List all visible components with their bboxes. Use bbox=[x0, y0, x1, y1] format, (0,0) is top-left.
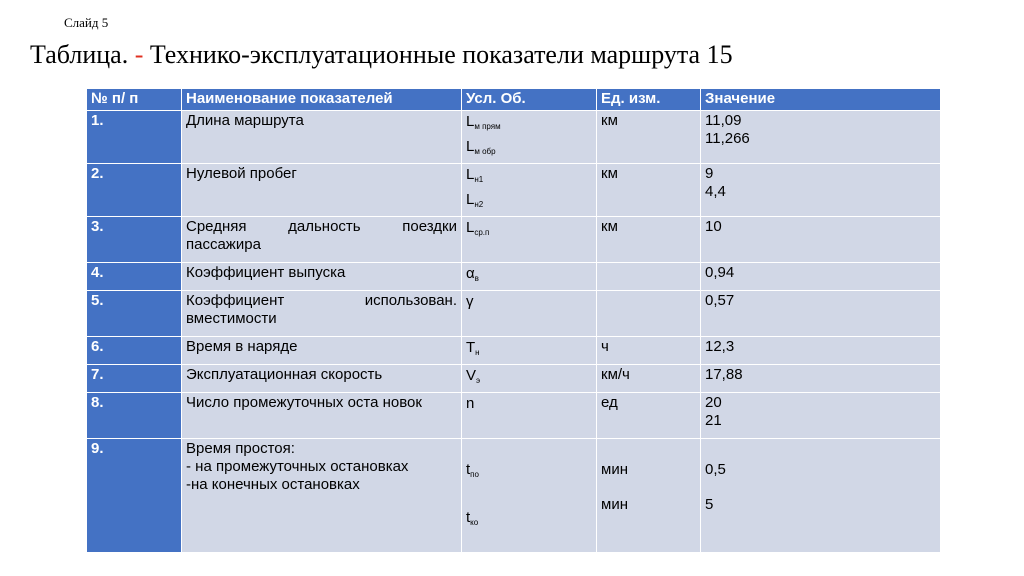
row-name: Коэффициент выпуска bbox=[182, 263, 462, 291]
row-unit: ч bbox=[597, 337, 701, 365]
row-name: Нулевой пробег bbox=[182, 164, 462, 217]
row-unit: ед bbox=[597, 393, 701, 439]
row-name: Длина маршрута bbox=[182, 111, 462, 164]
table-row bbox=[87, 263, 941, 291]
symbol: γ bbox=[466, 293, 474, 310]
symbol: $V_э$ bbox=[466, 367, 481, 385]
row-name: Время в наряде bbox=[182, 337, 462, 365]
row-value: 0,5 5 bbox=[701, 439, 941, 553]
row-unit bbox=[597, 263, 701, 291]
symbol: $L_{ср.п}$ bbox=[466, 219, 490, 237]
row-value: 11,09 11,266 bbox=[701, 111, 941, 164]
row-name: Эксплуатационная скорость bbox=[182, 365, 462, 393]
row-number: 9. bbox=[87, 439, 182, 553]
title-dash: - bbox=[134, 40, 144, 69]
row-name: Число промежуточных оста новок bbox=[182, 393, 462, 439]
symbol: $L_{м прям}$ bbox=[466, 113, 501, 131]
row-value: 12,3 bbox=[701, 337, 941, 365]
row-number: 3. bbox=[87, 217, 182, 263]
title-prefix: Таблица. bbox=[30, 40, 129, 69]
row-number: 5. bbox=[87, 291, 182, 337]
symbol: $L_{м обр}$ bbox=[466, 138, 496, 156]
row-unit bbox=[597, 291, 701, 337]
slide-title bbox=[30, 40, 733, 70]
row-unit: мин мин bbox=[597, 439, 701, 553]
row-symbol bbox=[462, 393, 597, 439]
row-number: 7. bbox=[87, 365, 182, 393]
row-symbol bbox=[462, 291, 597, 337]
header-value: Значение bbox=[701, 89, 941, 111]
row-value: 9 4,4 bbox=[701, 164, 941, 217]
header-number: № п/ п bbox=[87, 89, 182, 111]
title-text: Технико-эксплуатационные показатели маршрута 15 bbox=[149, 40, 733, 69]
row-symbol bbox=[462, 263, 597, 291]
table-row bbox=[87, 217, 941, 263]
symbol: $L_{н1}$ bbox=[466, 166, 484, 184]
row-symbol bbox=[462, 217, 597, 263]
row-symbol bbox=[462, 164, 597, 217]
row-unit: км/ч bbox=[597, 365, 701, 393]
symbol: $L_{н2}$ bbox=[466, 191, 484, 209]
row-number: 1. bbox=[87, 111, 182, 164]
table-row bbox=[87, 111, 941, 164]
indicators-table bbox=[86, 88, 941, 553]
row-name: Коэффициент использован. вместимости bbox=[182, 291, 462, 337]
row-number: 6. bbox=[87, 337, 182, 365]
row-symbol bbox=[462, 337, 597, 365]
table-row bbox=[87, 164, 941, 217]
row-value: 0,94 bbox=[701, 263, 941, 291]
table-row bbox=[87, 439, 941, 553]
table-row bbox=[87, 365, 941, 393]
row-name: Средняя дальность поездки пассажира bbox=[182, 217, 462, 263]
table-row bbox=[87, 291, 941, 337]
row-value: 17,88 bbox=[701, 365, 941, 393]
row-number: 8. bbox=[87, 393, 182, 439]
row-number: 2. bbox=[87, 164, 182, 217]
symbol: $t_{ко}$ bbox=[466, 509, 479, 527]
header-name: Наименование показателей bbox=[182, 89, 462, 111]
table-row bbox=[87, 393, 941, 439]
row-value: 10 bbox=[701, 217, 941, 263]
symbol: n bbox=[466, 395, 475, 412]
header-unit: Ед. изм. bbox=[597, 89, 701, 111]
slide-label: Слайд 5 bbox=[64, 15, 109, 30]
header-symbol: Усл. Об. bbox=[462, 89, 597, 111]
row-name: Время простоя: - на промежуточных остановках -на конечных остановках bbox=[182, 439, 462, 553]
row-value: 0,57 bbox=[701, 291, 941, 337]
table-row bbox=[87, 337, 941, 365]
row-symbol bbox=[462, 365, 597, 393]
row-symbol bbox=[462, 439, 597, 553]
row-unit: км bbox=[597, 111, 701, 164]
row-symbol bbox=[462, 111, 597, 164]
table-header-row bbox=[87, 89, 941, 111]
row-unit: км bbox=[597, 164, 701, 217]
symbol: $\alpha_в$ bbox=[466, 265, 479, 283]
row-number: 4. bbox=[87, 263, 182, 291]
symbol: $t_{по}$ bbox=[466, 461, 479, 479]
row-value: 20 21 bbox=[701, 393, 941, 439]
row-unit: км bbox=[597, 217, 701, 263]
symbol: $T_н$ bbox=[466, 339, 480, 357]
